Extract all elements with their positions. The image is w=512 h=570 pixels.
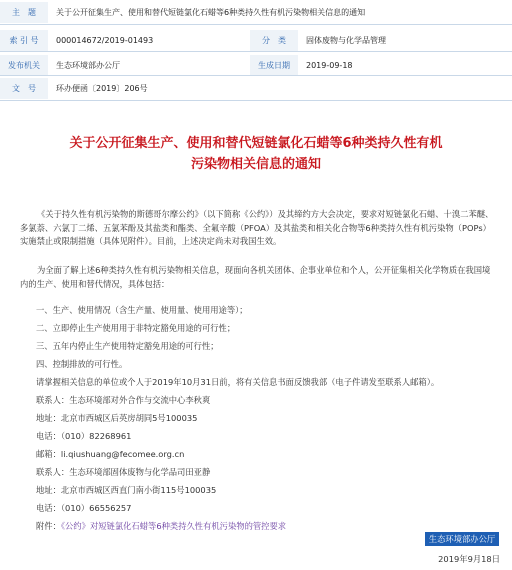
category-value: 固体废物与化学品管理 [306, 36, 386, 45]
list-item-1: 一、生产、使用情况（含生产量、使用量、使用用途等）； [36, 305, 248, 315]
attachment-link[interactable]: 《公约》对短链氯化石蜡等6种类持久性有机污染物的管控要求 [60, 521, 287, 531]
attachment-line [36, 520, 286, 532]
address-1: 地址：北京市西城区后英房胡同5号100035 [36, 413, 198, 423]
publisher-label: 发布机关 [0, 55, 48, 76]
attachment-prefix: 附件： [36, 521, 61, 531]
meta-row-topic [0, 2, 512, 23]
publisher-value: 生态环境部办公厅 [56, 61, 120, 70]
doc-no-value: 环办便函〔2019〕206号 [56, 84, 148, 93]
deadline-paragraph: 请掌握相关信息的单位或个人于2019年10月31日前，将有关信息书面反馈我部（电子件请发至联系人邮箱）。 [36, 377, 440, 387]
divider [0, 100, 512, 101]
divider [0, 75, 512, 76]
contact-1: 联系人：生态环境部对外合作与交流中心李秋爽 [36, 395, 211, 405]
paragraph-text: 《关于持久性有机污染物的斯德哥尔摩公约》（以下简称《公约》）及其缔约方大会决定，要求对短链氯化石蜡、十溴二苯醚、多氯萘、六氯丁二烯、五氯苯酚及其盐类和酯类、全氟辛酸（PFOA）及其盐类和相关化合物等6种类持久性有机污染物（POPs）实施禁止或限制措施（具体见附件）。目前，上述决定尚未对我国生效。 [20, 209, 494, 247]
divider [0, 24, 512, 25]
body-paragraph-2 [20, 264, 496, 291]
phone-1: 电话：（010）82268961 [36, 431, 132, 441]
meta-row-docno [0, 78, 512, 99]
list-item-4: 四、控制排放的可行性。 [36, 359, 128, 369]
email-1: 邮箱：li.qiushuang@fecomee.org.cn [36, 449, 185, 459]
topic-value: 关于公开征集生产、使用和替代短链氯化石蜡等6种类持久性有机污染物相关信息的通知 [56, 8, 366, 17]
phone-2: 电话：（010）66556257 [36, 503, 132, 513]
list-item-3: 三、五年内停止生产使用特定豁免用途的可行性； [36, 341, 219, 351]
date-label: 生成日期 [250, 55, 298, 76]
paragraph-text: 为全面了解上述6种类持久性有机污染物相关信息，现面向各机关团体、企事业单位和个人，公开征集相关化学物质在我国境内的生产、使用和替代情况，具体包括： [20, 265, 491, 289]
topic-label: 主 题 [0, 2, 48, 23]
page-title-line1: 关于公开征集生产、使用和替代短链氯化石蜡等6种类持久性有机 [69, 136, 443, 151]
list-item-2: 二、立即停止生产使用用于非特定豁免用途的可行性； [36, 323, 236, 333]
issue-date: 2019年9月18日 [438, 554, 500, 564]
date-value: 2019-09-18 [306, 61, 353, 70]
meta-row-publisher [0, 55, 512, 76]
divider [0, 51, 512, 52]
index-label: 索 引 号 [0, 30, 48, 51]
contact-2: 联系人：生态环境部固体废物与化学品司田亚静 [36, 467, 211, 477]
issuing-department: 生态环境部办公厅 [425, 532, 499, 546]
address-2: 地址：北京市西城区西直门南小街115号100035 [36, 485, 217, 495]
index-value: 000014672/2019-01493 [56, 36, 154, 45]
page-title-line2: 污染物相关信息的通知 [190, 157, 321, 172]
category-label: 分 类 [250, 30, 298, 51]
meta-row-index [0, 30, 512, 51]
doc-no-label: 文 号 [0, 78, 48, 99]
body-paragraph-1 [20, 208, 496, 249]
